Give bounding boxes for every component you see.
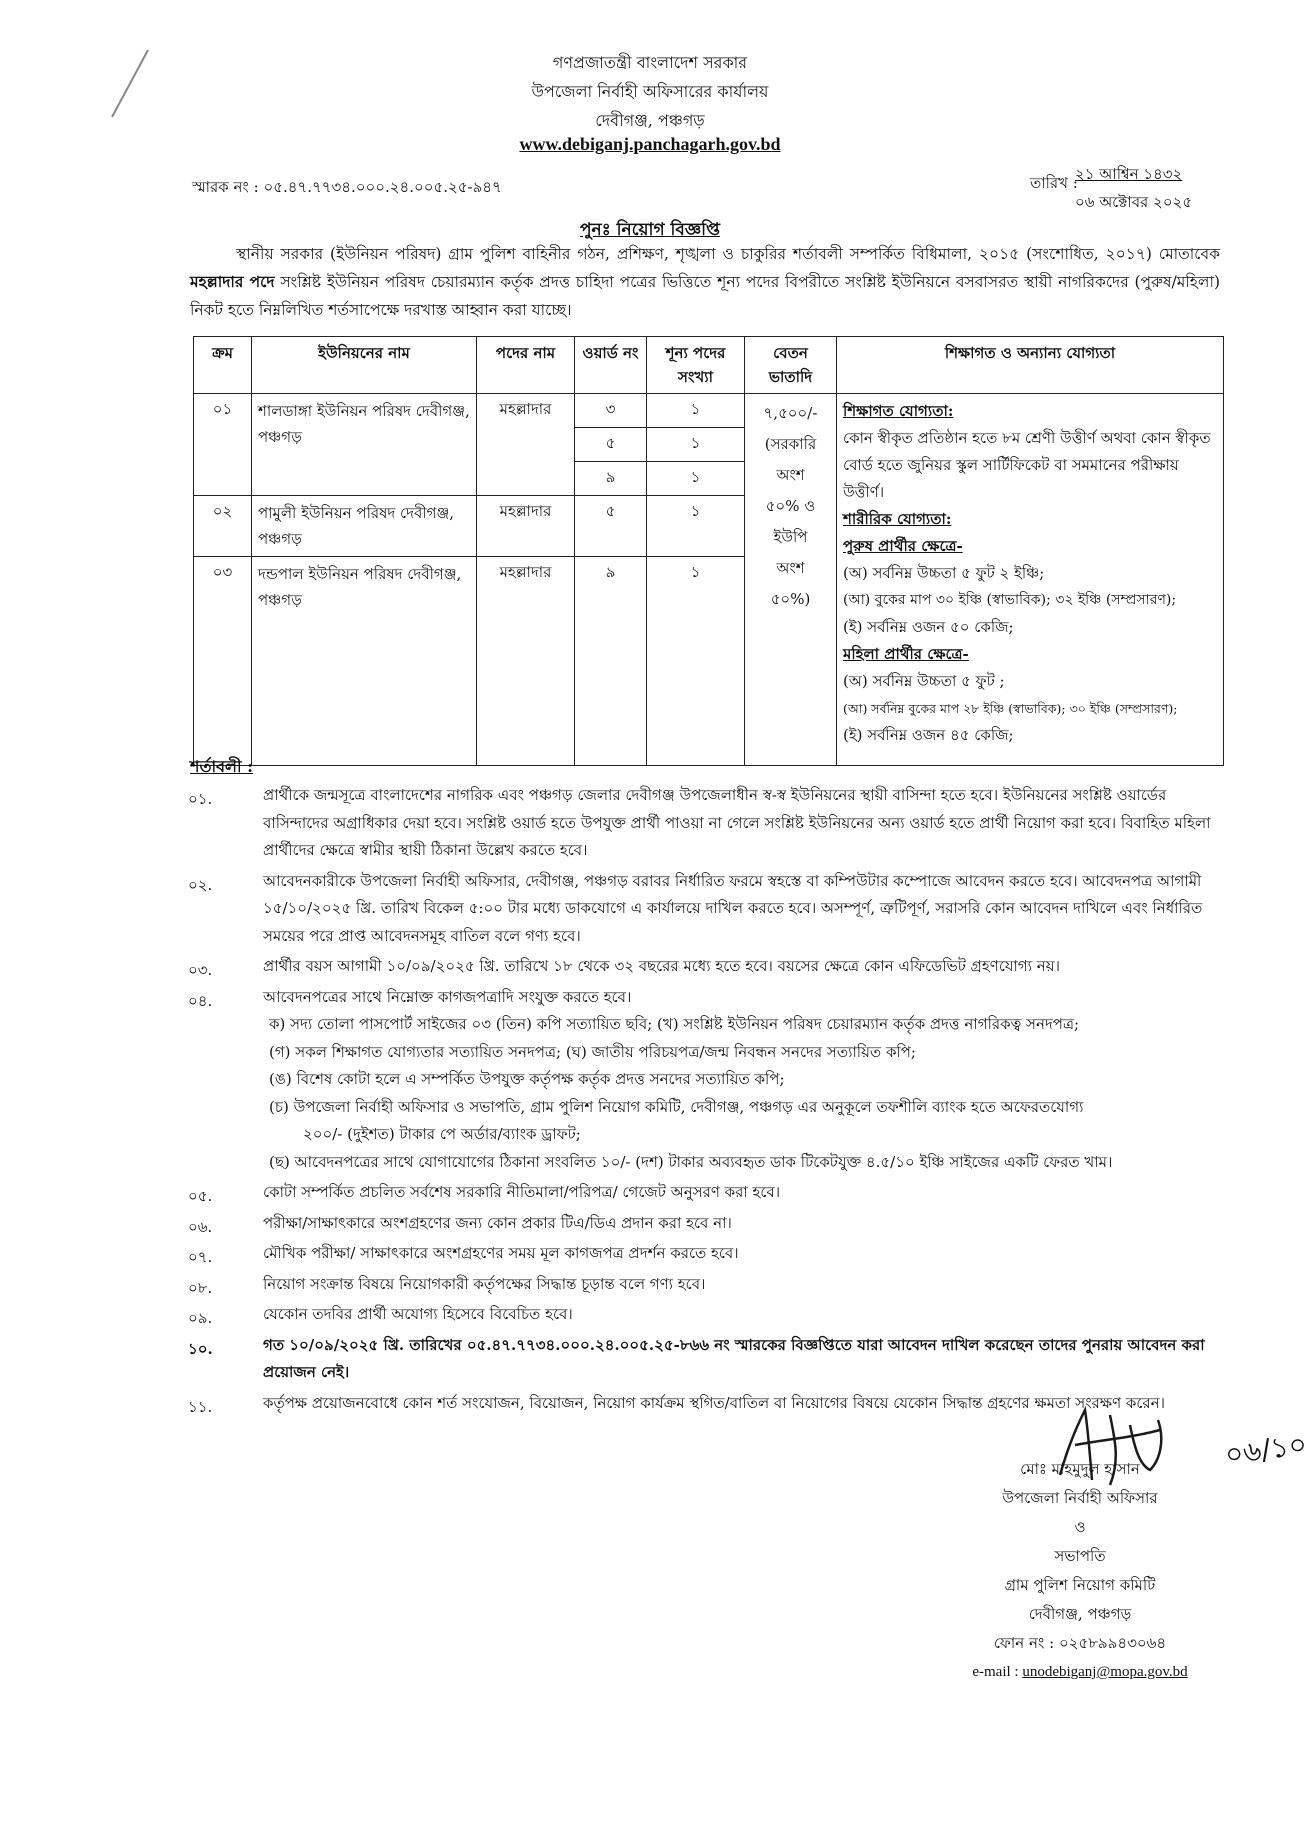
female-title: মহিলা প্রার্থীর ক্ষেত্রে- xyxy=(843,645,969,663)
intro-part2: সংশ্লিষ্ট ইউনিয়ন পরিষদ চেয়ারম্যান কর্তৃক প্রদত্ত চাহিদা পত্রের ভিত্তিতে শূন্য পদের বিপরীতে সংশ্লিষ্ট ইউনিয়নে বসবাসরত স্থায়ী নাগরিকদের (পুরুষ/মহিলা) নিকট হতে নিম্নলিখিত শর্তসাপেক্ষে দরখাস্ত আহ্বান করা যাচ্ছে। xyxy=(190,273,1220,319)
condition-text: প্রার্থীকে জন্মসূত্রে বাংলাদেশের নাগরিক এবং পঞ্চগড় জেলার দেবীগঞ্জ উপজেলাধীন স্ব-স্ব ইউনিয়নের স্থায়ী বাসিন্দা হতে হবে। ইউনিয়নের সংশ্লিষ্ট ওয়ার্ডের বাসিন্দাদের অগ্রাধিকার দেয়া হবে। সংশ্লিষ্ট ওয়ার্ড হতে উপযুক্ত প্রার্থী পাওয়া না গেলে সংশ্লিষ্ট ইউনিয়নের অন্য ওয়ার্ড হতে প্রার্থী নিয়োগ করা হবে। বিবাহিত মহিলা প্রার্থীদের ক্ষেত্রে স্বামীর স্থায়ী ঠিকানা উল্লেখ করতে হবে। xyxy=(263,786,1211,859)
condition-text: কর্তৃপক্ষ প্রয়োজনবোধে কোন শর্ত সংযোজন, বিয়োজন, নিয়োগ কার্যক্রম স্থগিত/বাতিল বা নিয়োগের বিষয়ে যেকোন সিদ্ধান্ত গ্রহণের ক্ষমতা সংরক্ষণ করেন। xyxy=(263,1393,1165,1412)
condition-text: নিয়োগ সংক্রান্ত বিষয়ে নিয়োগকারী কর্তৃপক্ষের সিদ্ধান্ত চূড়ান্ত বলে গণ্য হবে। xyxy=(263,1274,706,1293)
condition-item xyxy=(188,1240,1228,1268)
document-item: (গ) সকল শিক্ষাগত যোগ্যতার সত্যায়িত সনদপত্র; (ঘ) জাতীয় পরিচয়পত্র/জন্ম নিবন্ধন সনদের সত্যায়িত কপি; xyxy=(269,1042,916,1061)
signatory-place: দেবীগঞ্জ, পঞ্চগড় xyxy=(1028,1605,1132,1623)
conditions-title: শর্তাবলী : xyxy=(190,757,253,776)
memo-number: স্মারক নং : ০৫.৪৭.৭৭৩৪.০০০.২৪.০০৫.২৫-৯৪৭ xyxy=(192,178,502,196)
cell-vacancy: ১ xyxy=(647,462,745,496)
cell-qualification xyxy=(837,394,1224,766)
condition-text: কোটা সম্পর্কিত প্রচলিত সর্বশেষ সরকারি নীতিমালা/পরিপত্র/ গেজেট অনুসরণ করা হবে। xyxy=(263,1183,781,1201)
notice-title: পুনঃ নিয়োগ বিজ্ঞপ্তি xyxy=(580,220,720,240)
signatory-committee: গ্রাম পুলিশ নিয়োগ কমিটি xyxy=(1004,1576,1156,1594)
condition-item xyxy=(188,1301,1228,1329)
col-header: শিক্ষাগত ও অন্যান্য যোগ্যতা xyxy=(837,337,1224,394)
signatory-block xyxy=(900,1455,1260,1687)
condition-text: আবেদনপত্রের সাথে নিম্নোক্ত কাগজপত্রাদি সংযুক্ত করতে হবে। xyxy=(263,987,632,1006)
cell-post: মহল্লাদার xyxy=(477,394,575,496)
condition-item xyxy=(188,1210,1228,1238)
signatory-email xyxy=(900,1658,1260,1687)
condition-item xyxy=(188,1332,1228,1387)
signatory-phone: ফোন নং : ০২৫৮৯৯৪৩০৬৪ xyxy=(993,1634,1167,1652)
female-item: (ই) সর্বনিম্ন ওজন ৪৫ কেজি; xyxy=(843,726,1014,744)
document-item: (ঙ) বিশেষ কোটা হলে এ সম্পর্কিত উপযুক্ত কর্তৃপক্ষ কর্তৃক প্রদত্ত সনদের সত্যায়িত কপি; xyxy=(269,1070,785,1088)
condition-number: ০৪. xyxy=(188,991,213,1010)
header-govt: গণপ্রজাতন্ত্রী বাংলাদেশ সরকার xyxy=(552,53,748,72)
date-label: তারিখ : xyxy=(1030,174,1078,192)
condition-text: প্রার্থীর বয়স আগামী ১০/০৯/২০২৫ খ্রি. তারিখে ১৮ থেকে ৩২ বছরের মধ্যে হতে হবে। বয়সের ক্ষেত্রে কোন এফিডেভিট গ্রহণযোগ্য নয়। xyxy=(263,957,1060,975)
document-item: (ছ) আবেদনপত্রের সাথে যোগাযোগের ঠিকানা সংবলিত ১০/- (দশ) টাকার অব্যবহৃত ডাক টিকেটযুক্ত ৪.৫/১০ ইঞ্চি সাইজের একটি ফেরত খাম। xyxy=(269,1152,1113,1171)
condition-item xyxy=(188,868,1228,951)
female-item: (অ) সর্বনিম্ন উচ্চতা ৫ ফুট ; xyxy=(843,672,1005,690)
salary-line: অংশ xyxy=(776,466,805,484)
table-header-row xyxy=(194,337,1224,394)
edu-text: কোন স্বীকৃত প্রতিষ্ঠান হতে ৮ম শ্রেণী উত্তীর্ণ অথবা কোন স্বীকৃত বোর্ড হতে জুনিয়র স্কুল সার্টিফিকেট বা সমমানের পরীক্ষায় উত্তীর্ণ। xyxy=(843,429,1211,501)
header-place: দেবীগঞ্জ, পঞ্চগড় xyxy=(595,111,705,130)
col-header: পদের নাম xyxy=(477,337,575,394)
condition-item xyxy=(188,1179,1228,1207)
cell-ward: ৫ xyxy=(575,496,647,557)
intro-part1: স্থানীয় সরকার (ইউনিয়ন পরিষদ) গ্রাম পুলিশ বাহিনীর গঠন, প্রশিক্ষণ, শৃঙ্খলা ও চাকুরির শর্তাবলী সম্পর্কিত বিধিমালা, ২০১৫ (সংশোধিত, ২০১৭) মোতাবেক xyxy=(236,245,1220,263)
conditions-list xyxy=(188,782,1228,1420)
condition-number: ০৯. xyxy=(188,1309,213,1327)
table-row xyxy=(194,394,1224,428)
salary-line: ইউপি xyxy=(773,528,808,546)
condition-text: মৌখিক পরীক্ষা/ সাক্ষাৎকারে অংশগ্রহণের সময় মূল কাগজপত্র প্রদর্শন করতে হবে। xyxy=(263,1244,739,1262)
intro-bold: মহল্লাদার পদে xyxy=(190,272,275,291)
cell-union: শালডাঙ্গা ইউনিয়ন পরিষদ দেবীগঞ্জ, পঞ্চগড় xyxy=(252,394,477,496)
date-bangla: ২১ আশ্বিন ১৪৩২ xyxy=(1075,165,1183,183)
cell-ward: ৩ xyxy=(575,394,647,428)
condition-text: পরীক্ষা/সাক্ষাৎকারে অংশগ্রহণের জন্য কোন প্রকার টিএ/ডিএ প্রদান করা হবে না। xyxy=(263,1213,732,1232)
document-item: ক) সদ্য তোলা পাসপোর্ট সাইজের ০৩ (তিন) কপি সত্যায়িত ছবি; (খ) সংশ্লিষ্ট ইউনিয়ন পরিষদ চেয়ারম্যান কর্তৃক প্রদত্ত নাগরিকত্ব সনদপত্র; xyxy=(269,1015,1080,1033)
cell-ward: ৯ xyxy=(575,557,647,766)
salary-line: অংশ xyxy=(776,559,805,577)
condition-text: গত ১০/০৯/২০২৫ খ্রি. তারিখের ০৫.৪৭.৭৭৩৪.০০০.২৪.০০৫.২৫-৮৬৬ নং স্মারকের বিজ্ঞপ্তিতে যারা আবেদন দাখিল করেছেন তাদের পুনরায় আবেদন করা প্রয়োজন নেই। xyxy=(263,1335,1205,1381)
cell-vacancy: ১ xyxy=(647,428,745,462)
condition-number: ০৬. xyxy=(188,1217,213,1236)
condition-number: ১০. xyxy=(188,1339,213,1358)
male-item: (আ) বুকের মাপ ৩০ ইঞ্চি (স্বাভাবিক); ৩২ ইঞ্চি (সম্প্রসারণ); xyxy=(843,592,1177,608)
header-website[interactable]: www.debiganj.panchagarh.gov.bd xyxy=(519,134,781,154)
col-header: ক্রম xyxy=(194,337,252,394)
col-header: বেতন ভাতাদি xyxy=(745,337,837,394)
salary-line: ৫০% ও xyxy=(765,497,816,515)
condition-number: ০৭. xyxy=(188,1248,213,1266)
condition-item xyxy=(188,984,1228,1177)
cell-union: দন্ডপাল ইউনিয়ন পরিষদ দেবীগঞ্জ, পঞ্চগড় xyxy=(252,557,477,766)
condition-number: ০২. xyxy=(188,875,213,894)
condition-item xyxy=(188,1271,1228,1299)
intro-paragraph xyxy=(190,240,1220,324)
email-link[interactable]: unodebiganj@mopa.gov.bd xyxy=(1022,1664,1188,1680)
date-gregorian: ০৬ অক্টোবর ২০২৫ xyxy=(1075,193,1193,211)
cell-post: মহল্লাদার xyxy=(477,496,575,557)
condition-number: ০১. xyxy=(188,790,213,808)
cell-union: পামুলী ইউনিয়ন পরিষদ দেবীগঞ্জ, পঞ্চগড় xyxy=(252,496,477,557)
condition-text: আবেদনকারীকে উপজেলা নির্বাহী অফিসার, দেবীগঞ্জ, পঞ্চগড় বরাবর নির্ধারিত ফরমে স্বহস্তে বা কম্পিউটার কম্পোজে আবেদন করতে হবে। আবেদনপত্র আগামী ১৫/১০/২০২৫ খ্রি. তারিখ বিকেল ৫:০০ টার মধ্যে ডাকযোগে এ কার্যালয়ে দাখিল করতে হবে। অসম্পূর্ণ, ত্রুটিপূর্ণ, সরাসরি কোন আবেদন দাখিলে এবং নির্ধারিত সময়ের পরে প্রাপ্ত আবেদনসমূহ বাতিল বলে গণ্য হবে। xyxy=(263,871,1203,945)
document-item: ২০০/- (দুইশত) টাকার পে অর্ডার/ব্যাংক ড্রাফট; xyxy=(303,1125,581,1143)
signatory-and: ও xyxy=(1074,1518,1086,1536)
salary-line: ৭,৫০০/- xyxy=(763,404,818,422)
condition-item xyxy=(188,782,1228,865)
condition-text: যেকোন তদবির প্রার্থী অযোগ্য হিসেবে বিবেচিত হবে। xyxy=(263,1305,573,1323)
email-label: e-mail : xyxy=(972,1664,1023,1680)
col-header: শূন্য পদের সংখ্যা xyxy=(647,337,745,394)
condition-item xyxy=(188,953,1228,981)
condition-number: ০৮. xyxy=(188,1278,213,1297)
condition-number: ০৩. xyxy=(188,961,213,979)
cell-sl: ০২ xyxy=(194,496,252,557)
cell-sl: ০৩ xyxy=(194,557,252,766)
signature-date: ০৬/১০ xyxy=(1222,1427,1309,1472)
signatory-chair: সভাপতি xyxy=(1054,1547,1106,1565)
cell-ward: ৫ xyxy=(575,428,647,462)
cell-post: মহল্লাদার xyxy=(477,557,575,766)
salary-line: (সরকারি xyxy=(764,435,817,453)
male-item: (অ) সর্বনিম্ন উচ্চতা ৫ ফুট ২ ইঞ্চি; xyxy=(843,564,1045,582)
cell-sl: ০১ xyxy=(194,394,252,496)
phys-title: শারীরিক যোগ্যতা: xyxy=(843,510,952,528)
header-office: উপজেলা নির্বাহী অফিসারের কার্যালয় xyxy=(531,82,769,101)
condition-number: ০৫. xyxy=(188,1187,213,1205)
salary-line: ৫০%) xyxy=(770,590,811,608)
signatory-name: মোঃ মাহমুদুল হাসান xyxy=(1020,1460,1140,1478)
female-item: (আ) সর্বনিম্ন বুকের মাপ ২৮ ইঞ্চি (স্বাভাবিক); ৩০ ইঞ্চি (সম্প্রসারণ); xyxy=(843,701,1178,716)
signatory-designation: উপজেলা নির্বাহী অফিসার xyxy=(1002,1489,1158,1507)
document-item: (চ) উপজেলা নির্বাহী অফিসার ও সভাপতি, গ্রাম পুলিশ নিয়োগ কমিটি, দেবীগঞ্জ, পঞ্চগড় এর অনুকূলে তফশীলি ব্যাংক হতে অফেরতযোগ্য xyxy=(269,1097,1084,1116)
col-header: ইউনিয়নের নাম xyxy=(252,337,477,394)
cell-salary xyxy=(745,394,837,766)
cell-vacancy: ১ xyxy=(647,394,745,428)
male-item: (ই) সর্বনিম্ন ওজন ৫০ কেজি; xyxy=(843,618,1014,636)
cell-vacancy: ১ xyxy=(647,557,745,766)
vacancy-table xyxy=(193,336,1224,766)
male-title: পুরুষ প্রার্থীর ক্ষেত্রে- xyxy=(843,537,963,555)
edu-title: শিক্ষাগত যোগ্যতা: xyxy=(843,402,954,420)
cell-ward: ৯ xyxy=(575,462,647,496)
col-header: ওয়ার্ড নং xyxy=(575,337,647,394)
cell-vacancy: ১ xyxy=(647,496,745,557)
condition-number: ১১. xyxy=(188,1397,213,1416)
